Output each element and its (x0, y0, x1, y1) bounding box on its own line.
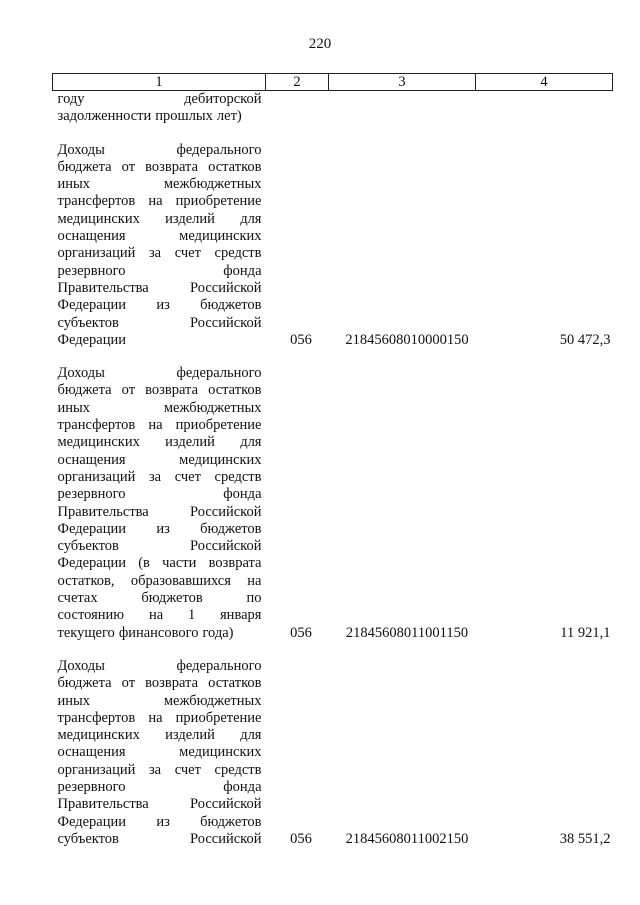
table-row (53, 142, 613, 350)
row-kbk (329, 91, 476, 126)
description-line: Правительства Российской (57, 279, 262, 296)
description-line: организаций за счет средств (57, 468, 262, 485)
row-description (53, 91, 266, 126)
description-line: иных межбюджетных (57, 692, 262, 709)
table-row (53, 91, 613, 126)
description-line: организаций за счет средств (57, 761, 262, 778)
description-line: Федерации (в части возврата (57, 555, 262, 572)
row-code: 056 (290, 331, 312, 348)
row-amount: 11 921,1 (560, 624, 611, 641)
row-description (53, 142, 266, 350)
description-line: трансфертов на приобретение (57, 193, 262, 210)
description-line: Федерации (57, 331, 126, 348)
row-code: 056 (290, 624, 312, 641)
description-line: иных межбюджетных (57, 399, 262, 416)
header-col-3: 3 (329, 74, 476, 91)
description-line: резервного фонда (57, 262, 262, 279)
description-line: бюджета от возврата остатков (57, 158, 262, 175)
header-col-2: 2 (266, 74, 329, 91)
description-line: Федерации из бюджетов (57, 297, 262, 314)
row-code: 056 (290, 830, 312, 847)
description-line: медицинских изделий для (57, 434, 262, 451)
row-description (53, 365, 266, 642)
description-line: Правительства Российской (57, 796, 262, 813)
description-line: Доходы федерального (57, 365, 262, 382)
description-line: Правительства Российской (57, 503, 262, 520)
row-amount: 50 472,3 (559, 331, 611, 348)
row-description (53, 658, 266, 848)
description-line: медицинских изделий для (57, 210, 262, 227)
row-kbk: 21845608010000150 (345, 331, 469, 348)
row-kbk: 21845608011001150 (345, 624, 469, 641)
description-line: остатков, образовавшихся на (57, 572, 262, 589)
description-line: Доходы федерального (57, 141, 262, 158)
table-row (53, 658, 613, 848)
description-line: субъектов Российской (57, 538, 262, 555)
table-row (53, 365, 613, 642)
description-line: оснащения медицинских (57, 451, 262, 468)
description-line: резервного фонда (57, 486, 262, 503)
description-line: бюджета от возврата остатков (57, 675, 262, 692)
row-amount (476, 91, 613, 126)
row-code (266, 91, 329, 126)
description-line: счетах бюджетов по (57, 590, 262, 607)
description-line: организаций за счет средств (57, 245, 262, 262)
description-line: резервного фонда (57, 778, 262, 795)
row-amount: 38 551,2 (559, 830, 611, 847)
header-row (53, 74, 613, 91)
description-line: Доходы федерального (57, 657, 262, 674)
description-line: субъектов Российской (57, 830, 262, 847)
description-line: текущего финансового года) (57, 624, 234, 641)
description-line: году дебиторской (57, 91, 262, 107)
description-line: Федерации из бюджетов (57, 520, 262, 537)
description-line: медицинских изделий для (57, 727, 262, 744)
description-line: трансфертов на приобретение (57, 417, 262, 434)
header-col-4: 4 (476, 74, 613, 91)
description-line: состоянию на 1 января (57, 607, 262, 624)
description-line: иных межбюджетных (57, 176, 262, 193)
description-line: задолженности прошлых лет) (57, 108, 242, 125)
description-line: оснащения медицинских (57, 228, 262, 245)
description-line: бюджета от возврата остатков (57, 382, 262, 399)
description-line: субъектов Российской (57, 314, 262, 331)
header-col-1: 1 (53, 74, 266, 91)
row-kbk: 21845608011002150 (345, 830, 469, 847)
budget-revenue-table (52, 73, 613, 848)
description-line: Федерации из бюджетов (57, 813, 262, 830)
description-line: оснащения медицинских (57, 744, 262, 761)
page-number: 220 (308, 36, 332, 52)
description-line: трансфертов на приобретение (57, 709, 262, 726)
